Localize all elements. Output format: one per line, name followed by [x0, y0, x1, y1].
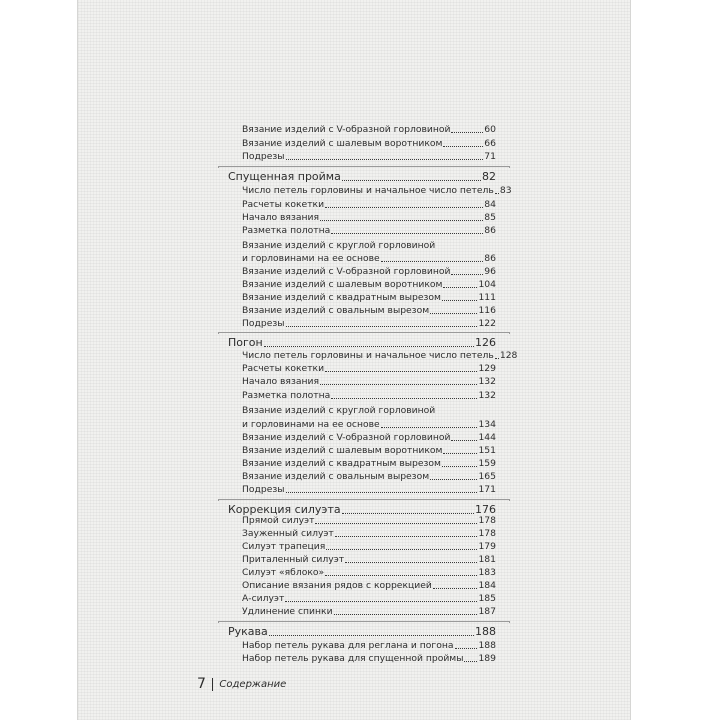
toc-entry [242, 605, 496, 617]
toc-entry-text: Вязание изделий с V-образной горловиной [242, 266, 451, 277]
dot-leader [325, 370, 477, 372]
toc-entry-page: 178 [478, 515, 496, 526]
toc-entry-page: 122 [478, 318, 496, 329]
section-heading-text: Погон [228, 336, 263, 349]
dot-leader [345, 561, 477, 563]
dot-leader [335, 535, 478, 537]
toc-entry [242, 527, 496, 539]
toc-entry [242, 123, 496, 135]
dot-leader [264, 345, 474, 347]
toc-entry-text: и горловинами на ее основе [242, 419, 380, 430]
dot-leader [443, 452, 477, 454]
section-heading-text: Рукава [228, 625, 268, 638]
page-footer [197, 676, 286, 692]
toc-entry-page: 132 [478, 376, 496, 387]
toc-entry [242, 444, 496, 456]
toc-entry-page: 84 [484, 199, 496, 210]
section-heading [228, 623, 496, 638]
section-heading-page: 126 [475, 336, 496, 349]
dot-leader [451, 273, 483, 275]
toc-entry [242, 540, 496, 552]
toc-entry [242, 566, 496, 578]
dot-leader [315, 522, 477, 524]
dot-leader [342, 179, 481, 181]
toc-entry-text: Силуэт трапеция [242, 541, 326, 552]
toc-entry-text: Набор петель рукава для спущенной проймы [242, 653, 464, 664]
toc-entry [242, 317, 496, 329]
toc-entry-text: Вязание изделий с квадратным вырезом [242, 458, 441, 469]
toc-entry-page: 179 [478, 541, 496, 552]
toc-entry-text: Вязание изделий с шалевым воротником [242, 445, 443, 456]
toc-entry [242, 592, 496, 604]
toc-entry-text: Число петель горловины и начальное число петель [242, 185, 494, 196]
section-heading-page: 176 [475, 503, 496, 516]
toc-entry-text: Приталенный силуэт [242, 554, 345, 565]
dot-leader [325, 206, 483, 208]
toc-entry [242, 184, 512, 196]
toc-entry [242, 362, 496, 374]
dot-leader [320, 383, 477, 385]
dot-leader [286, 158, 484, 160]
toc-entry-page: 128 [499, 350, 518, 361]
dot-leader [451, 439, 477, 441]
section-heading-page: 82 [482, 170, 496, 183]
toc-entry-text: Начало вязания [242, 212, 319, 223]
toc-entry-text: Разметка полотна [242, 390, 331, 401]
toc-entry-text: и горловинами на ее основе [242, 253, 380, 264]
toc-entry-text: Удлинение спинки [242, 606, 333, 617]
toc-entry-text: Вязание изделий с овальным вырезом [242, 471, 430, 482]
toc-entry-page: 151 [478, 445, 496, 456]
dot-leader [320, 219, 483, 221]
toc-entry-page: 189 [478, 653, 496, 664]
page-number: 7 [197, 676, 206, 692]
toc-entry-text: Вязание изделий с квадратным вырезом [242, 292, 441, 303]
dot-leader [325, 574, 477, 576]
toc-entry-page: 185 [478, 593, 496, 604]
toc-entry-text: Вязание изделий с V-образной горловиной [242, 124, 451, 135]
dot-leader [443, 286, 477, 288]
dot-leader [331, 397, 477, 399]
toc-entry-page: 188 [478, 640, 496, 651]
dot-leader [433, 587, 478, 589]
toc-entry-text: Вязание изделий с шалевым воротником [242, 138, 443, 149]
toc-entry-text: Разметка полотна [242, 225, 331, 236]
toc-entry-page: 96 [484, 266, 496, 277]
toc-entry [242, 252, 496, 264]
toc-entry-page: 86 [484, 253, 496, 264]
dot-leader [442, 299, 478, 301]
toc-entry [242, 211, 496, 223]
toc-entry-page: 187 [478, 606, 496, 617]
dot-leader [443, 145, 483, 147]
toc-entry [242, 389, 496, 401]
section-heading [228, 334, 496, 349]
toc-entry-page: 83 [499, 185, 512, 196]
dot-leader [326, 548, 477, 550]
dot-leader [331, 232, 483, 234]
toc-entry-text: Вязание изделий с V-образной горловиной [242, 432, 451, 443]
toc-entry-page: 85 [484, 212, 496, 223]
toc-entry-page: 178 [478, 528, 496, 539]
toc-entry [242, 375, 496, 387]
toc-entry-page: 183 [478, 567, 496, 578]
toc-entry-page: 165 [478, 471, 496, 482]
toc-entry-page: 181 [478, 554, 496, 565]
toc-entry-text: Расчеты кокетки [242, 363, 325, 374]
dot-leader [464, 660, 477, 662]
toc-entry-text: Зауженный силуэт [242, 528, 334, 539]
toc-entry [242, 457, 496, 469]
toc-entry-page: 132 [478, 390, 496, 401]
toc-entry [242, 404, 496, 416]
toc-entry [242, 418, 496, 430]
toc-entry-page: 129 [478, 363, 496, 374]
toc-entry-page: 86 [484, 225, 496, 236]
toc-entry-text: А-силуэт [242, 593, 285, 604]
toc-entry [242, 265, 496, 277]
section-heading [228, 168, 496, 183]
toc-entry-page: 116 [478, 305, 496, 316]
toc-entry [242, 470, 496, 482]
toc-entry [242, 291, 496, 303]
dot-leader [495, 357, 499, 359]
toc-entry [242, 431, 496, 443]
section-heading-page: 188 [475, 625, 496, 638]
toc-entry-text: Вязание изделий с овальным вырезом [242, 305, 430, 316]
toc-entry [242, 224, 496, 236]
toc-entry-page: 159 [478, 458, 496, 469]
dot-leader [381, 426, 478, 428]
toc-entry [242, 198, 496, 210]
toc-entry [242, 579, 496, 591]
toc-entry-text: Прямой силуэт [242, 515, 315, 526]
toc-entry-text: Подрезы [242, 151, 285, 162]
footer-label: Содержание [219, 678, 287, 690]
toc-entry-page: 104 [478, 279, 496, 290]
dot-leader [334, 613, 478, 615]
toc-entry-page: 134 [478, 419, 496, 430]
toc-entry-text: Силуэт «яблоко» [242, 567, 325, 578]
dot-leader [269, 634, 474, 636]
dot-leader [381, 260, 484, 262]
toc-entry-text: Набор петель рукава для реглана и погона [242, 640, 454, 651]
toc-entry [242, 553, 496, 565]
toc-entry [242, 150, 496, 162]
toc-entry-page: 71 [484, 151, 496, 162]
dot-leader [286, 325, 478, 327]
toc-entry-text: Число петель горловины и начальное число петель [242, 350, 494, 361]
toc-entry-text: Подрезы [242, 318, 285, 329]
dot-leader [455, 647, 478, 649]
toc-entry [242, 304, 496, 316]
dot-leader [430, 312, 477, 314]
toc-entry-page: 66 [484, 138, 496, 149]
toc-entry [242, 652, 496, 664]
toc-entry-page: 111 [478, 292, 496, 303]
toc-entry-page: 171 [478, 484, 496, 495]
toc-entry-text: Вязание изделий с шалевым воротником [242, 279, 443, 290]
section-heading-text: Спущенная пройма [228, 170, 341, 183]
toc-entry [242, 349, 518, 361]
toc-entry-text: Вязание изделий с круглой горловиной [242, 240, 436, 251]
toc-entry [242, 239, 496, 251]
toc-entry-page: 144 [478, 432, 496, 443]
toc-entry-page: 60 [484, 124, 496, 135]
toc-entry-text: Расчеты кокетки [242, 199, 325, 210]
toc-entry-text: Вязание изделий с круглой горловиной [242, 405, 436, 416]
toc-entry [242, 278, 496, 290]
section-heading-text: Коррекция силуэта [228, 503, 341, 516]
toc-entry-page: 184 [478, 580, 496, 591]
dot-leader [442, 465, 478, 467]
footer-divider [212, 678, 214, 691]
dot-leader [286, 491, 478, 493]
toc-entry [242, 514, 496, 526]
toc-entry [242, 483, 496, 495]
toc-entry [242, 137, 496, 149]
toc-entry-text: Начало вязания [242, 376, 319, 387]
dot-leader [495, 192, 499, 194]
toc-entry-text: Подрезы [242, 484, 285, 495]
toc-entry-text: Описание вязания рядов с коррекцией [242, 580, 432, 591]
dot-leader [451, 131, 483, 133]
dot-leader [430, 478, 477, 480]
toc-entry [242, 639, 496, 651]
dot-leader [285, 600, 477, 602]
